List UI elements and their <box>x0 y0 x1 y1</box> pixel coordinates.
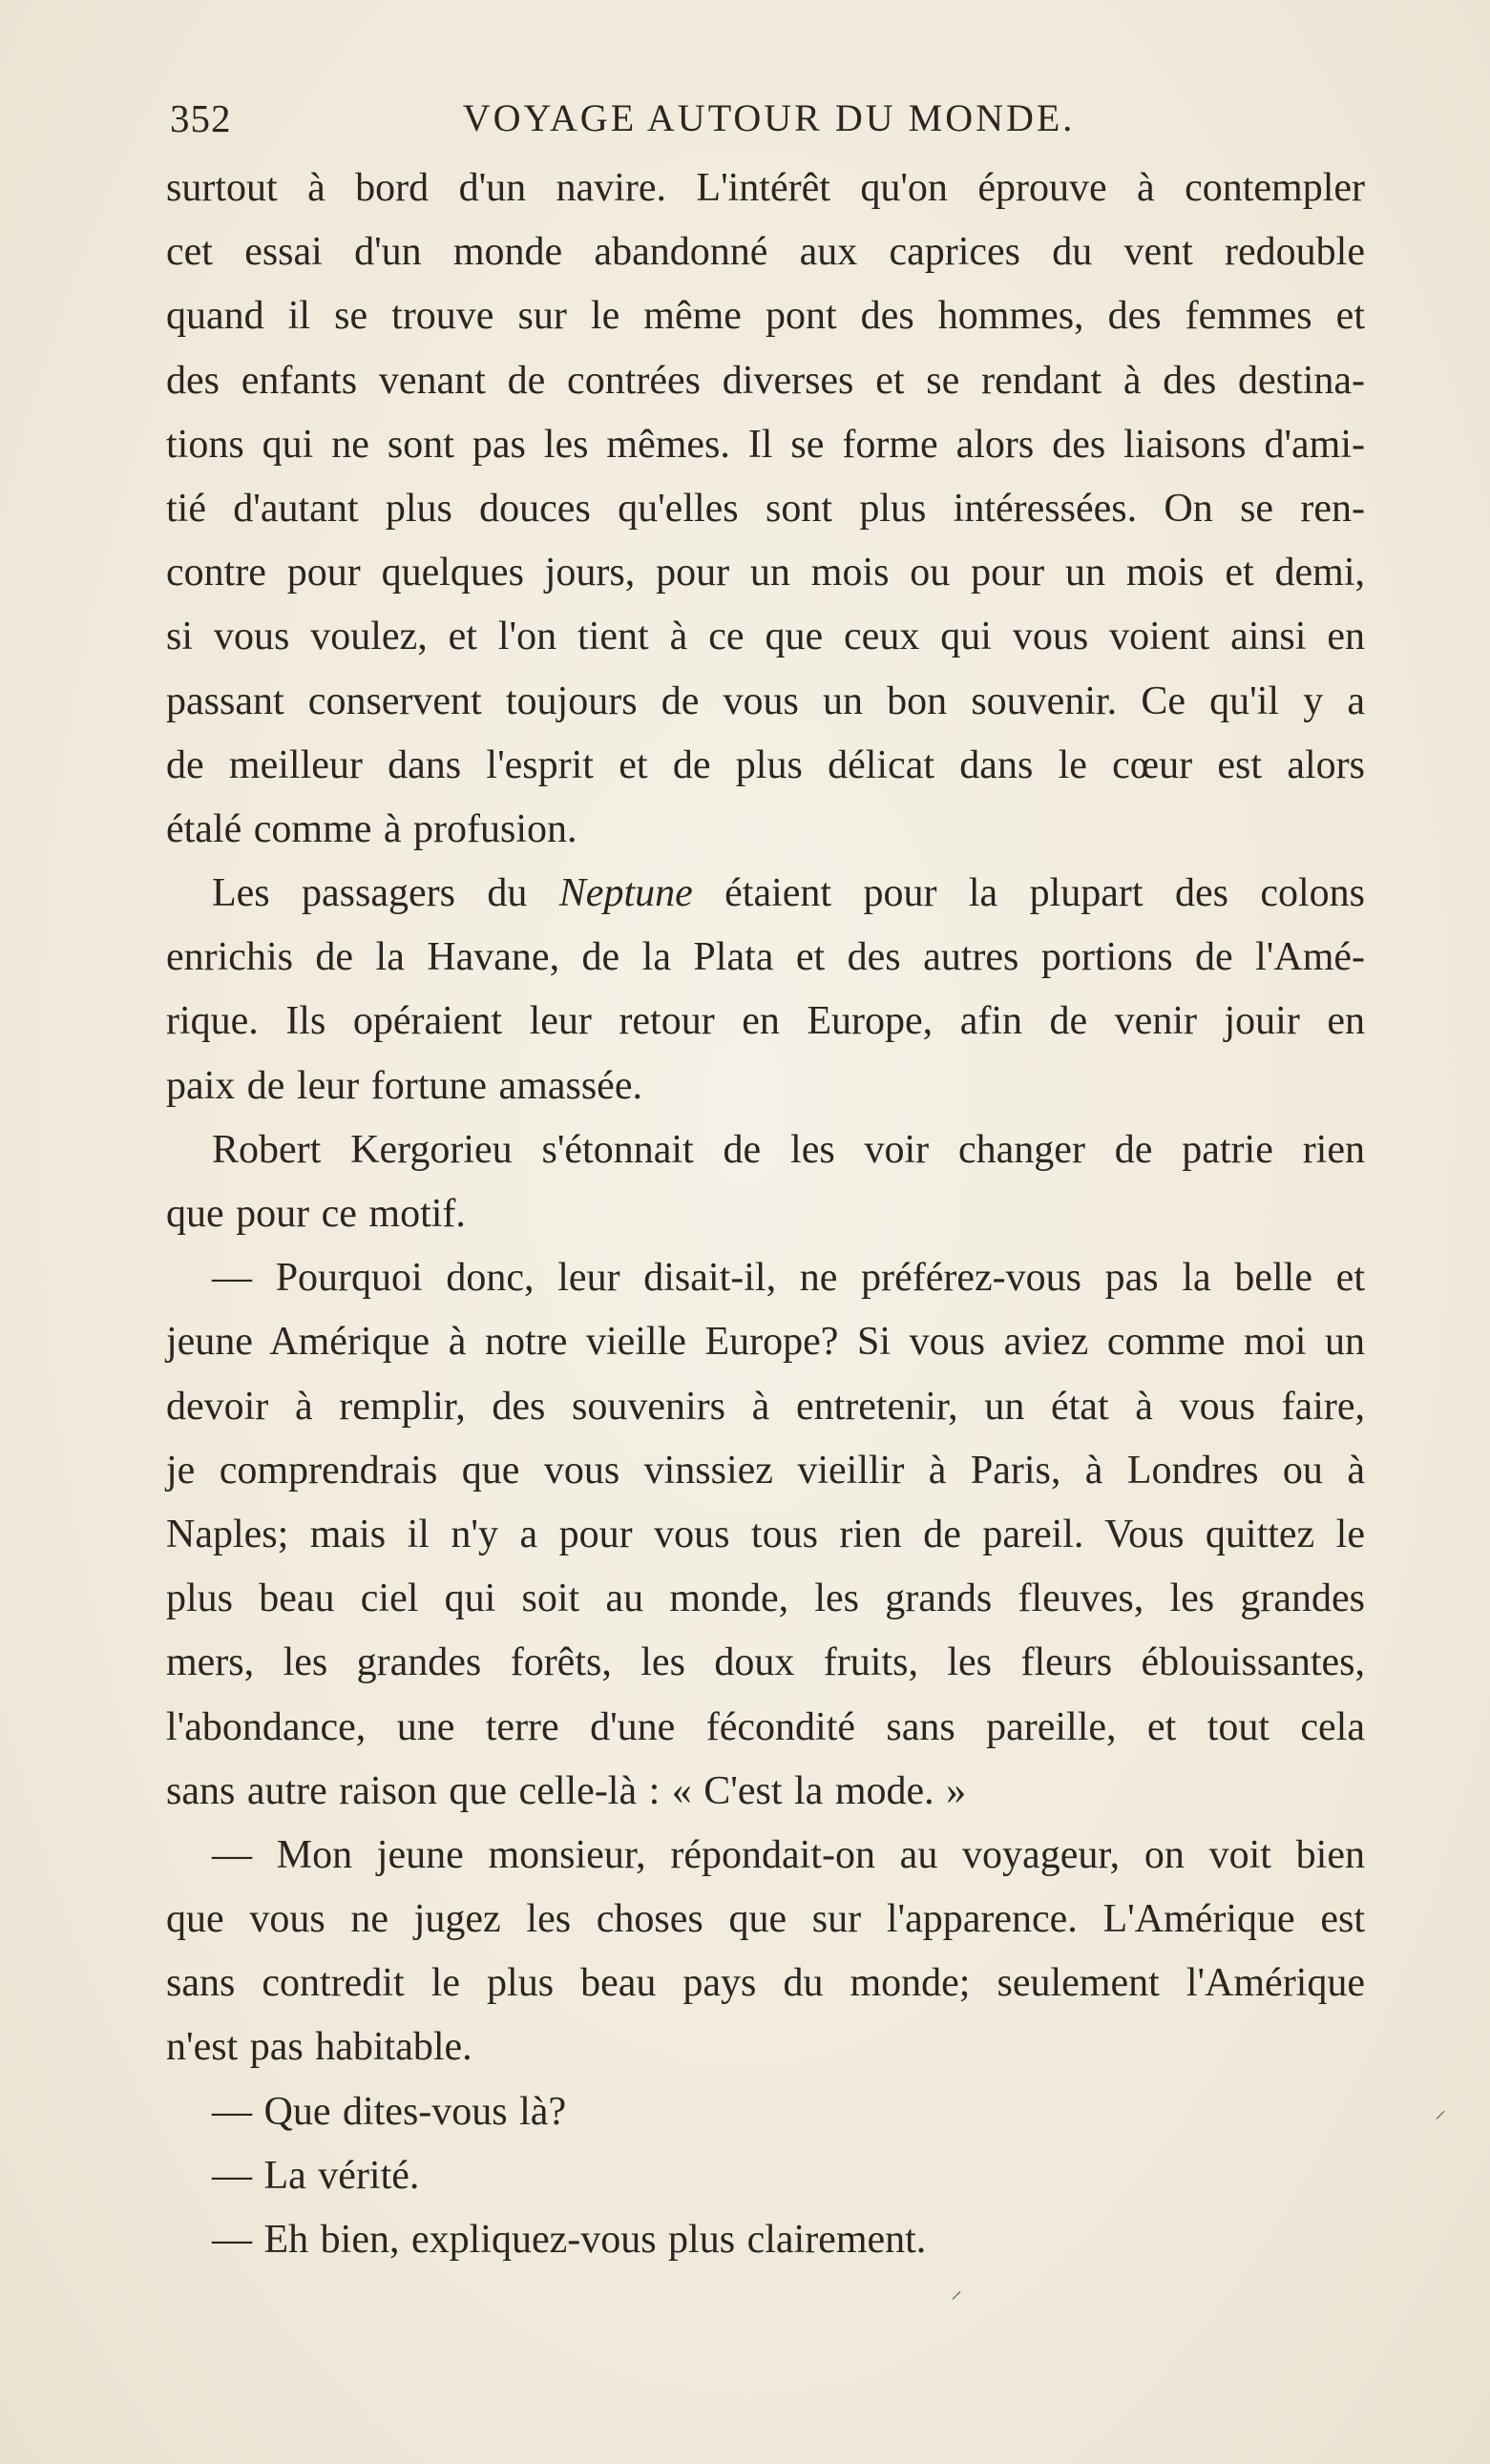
text-line: enrichis de la Havane, de la Plata et des autres portions de l'Amé- <box>166 935 1365 980</box>
text-line: rique. Ils opéraient leur retour en Europe, afin de venir jouir en <box>166 999 1365 1044</box>
text-line: tions qui ne sont pas les mêmes. Il se forme alors des liaisons d'ami- <box>166 422 1365 467</box>
text-line: l'abondance, une terre d'une fécondité sans pareille, et tout cela <box>166 1704 1365 1749</box>
text-line: plus beau ciel qui soit au monde, les grands fleuves, les grandes <box>166 1577 1365 1621</box>
text-line: de meilleur dans l'esprit et de plus délicat dans le cœur est alors <box>166 742 1365 787</box>
text-line: contre pour quelques jours, pour un mois ou pour un mois et demi, <box>166 551 1365 595</box>
text-segment: Les passagers du <box>212 871 559 916</box>
ink-mark: ⸍ <box>951 2288 962 2313</box>
text-line: — Eh bien, expliquez-vous plus clairement. <box>212 2218 927 2262</box>
text-line: étalé comme à profusion. <box>166 806 577 851</box>
page-header <box>170 95 1368 153</box>
ink-mark: ⸍ <box>1435 2108 1446 2133</box>
text-line: n'est pas habitable. <box>166 2025 472 2070</box>
text-segment: étaient pour la plupart des colons <box>692 871 1365 916</box>
text-line: des enfants venant de contrées diverses et se rendant à des destina- <box>166 358 1365 403</box>
text-line: quand il se trouve sur le même pont des hommes, des femmes et <box>166 294 1365 339</box>
text-line: Robert Kergorieu s'étonnait de les voir changer de patrie rien <box>212 1127 1365 1172</box>
text-line <box>166 862 1365 926</box>
text-line: mers, les grandes forêts, les doux fruits, les fleurs éblouissantes, <box>166 1640 1365 1685</box>
text-line: — Pourquoi donc, leur disait-il, ne préférez-vous pas la belle et <box>212 1256 1365 1301</box>
text-line: si vous voulez, et l'on tient à ce que ceux qui vous voient ainsi en <box>166 615 1365 659</box>
text-line: tié d'autant plus douces qu'elles sont plus intéressées. On se ren- <box>166 486 1365 531</box>
text-line: que vous ne jugez les choses que sur l'apparence. L'Amérique est <box>166 1897 1365 1942</box>
text-line: — Mon jeune monsieur, répondait-on au voyageur, on voit bien <box>212 1832 1365 1877</box>
text-line: passant conservent toujours de vous un bon souvenir. Ce qu'il y a <box>166 679 1365 723</box>
text-line: Naples; mais il n'y a pour vous tous rien de pareil. Vous quittez le <box>166 1512 1365 1556</box>
text-line: — La vérité. <box>212 2153 420 2198</box>
text-line: cet essai d'un monde abandonné aux caprices du vent redouble <box>166 230 1365 275</box>
text-line: devoir à remplir, des souvenirs à entretenir, un état à vous faire, <box>166 1384 1365 1429</box>
ship-name: Neptune <box>558 871 693 916</box>
text-line: jeune Amérique à notre vieille Europe? Si vous aviez comme moi un <box>166 1320 1365 1365</box>
running-title: VOYAGE AUTOUR DU MONDE. <box>462 96 1076 139</box>
body-text <box>166 157 1365 2272</box>
text-line: — Que dites-vous là? <box>212 2089 567 2134</box>
text-line: que pour ce motif. <box>166 1192 466 1236</box>
page-number: 352 <box>170 96 232 140</box>
text-line: sans autre raison que celle-là : « C'est la mode. » <box>166 1768 967 1813</box>
text-line: sans contredit le plus beau pays du monde; seulement l'Amérique <box>166 1961 1365 2006</box>
text-line: je comprendrais que vous vinssiez vieillir à Paris, à Londres ou à <box>166 1448 1365 1493</box>
text-line: paix de leur fortune amassée. <box>166 1063 642 1108</box>
text-line: surtout à bord d'un navire. L'intérêt qu'on éprouve à contempler <box>166 166 1365 210</box>
